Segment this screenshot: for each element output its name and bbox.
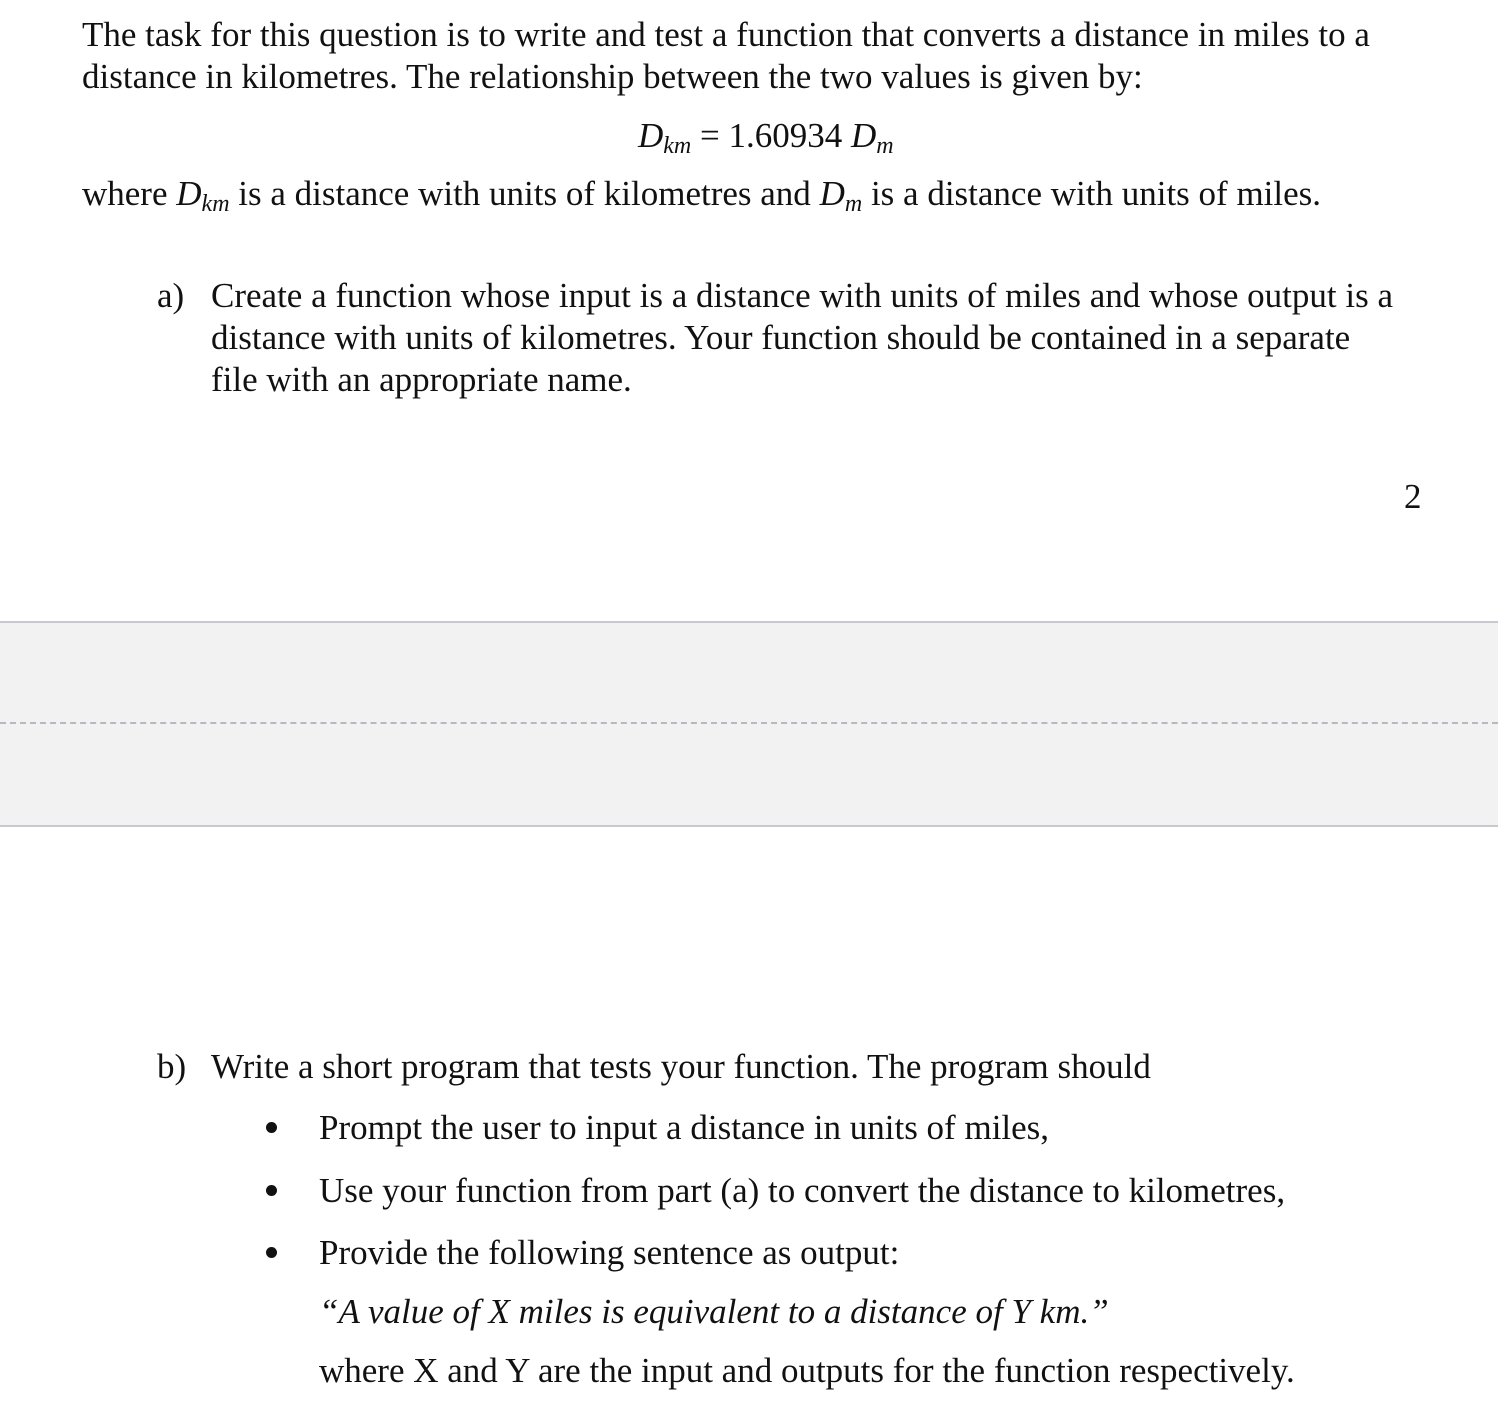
where-var-2: D	[819, 174, 845, 213]
part-b-note: where X and Y are the input and outputs for the function respectively.	[319, 1351, 1295, 1390]
intro-line-2: distance in kilometres. The relationship between the two values is given by:	[82, 57, 1143, 96]
part-a-line-2: distance with units of kilometres. Your function should be contained in a separate	[211, 318, 1351, 357]
part-b-bullet-3: Provide the following sentence as output:	[319, 1233, 900, 1272]
where-text-2: is a distance with units of kilometres and	[229, 174, 820, 213]
where-text-3: is a distance with units of miles.	[862, 174, 1322, 213]
part-b-intro: Write a short program that tests your function. The program should	[211, 1047, 1151, 1086]
answer-area-divider	[0, 722, 1498, 724]
formula-lhs-subscript: km	[663, 133, 692, 159]
formula-lhs-variable: D	[638, 116, 664, 155]
intro-line-1: The task for this question is to write and test a function that converts a distance in miles to a	[82, 15, 1370, 54]
bullet-icon	[266, 1247, 277, 1258]
where-text-1: where	[82, 174, 177, 213]
part-a-text	[211, 275, 1393, 401]
part-b-bullet-2: Use your function from part (a) to convert the distance to kilometres,	[319, 1171, 1286, 1210]
formula-rhs-variable: D	[851, 116, 877, 155]
bullet-icon	[266, 1122, 277, 1133]
answer-area[interactable]	[0, 621, 1498, 827]
where-sub-2: m	[844, 191, 863, 217]
bullet-icon	[266, 1185, 277, 1196]
part-a-line-1: Create a function whose input is a distance with units of miles and whose output is a	[211, 276, 1394, 315]
expected-output-sentence: “A value of X miles is equivalent to a distance of Y km.”	[319, 1292, 1109, 1331]
intro-paragraph	[82, 14, 1370, 98]
part-a-marks: 2	[1404, 477, 1422, 516]
where-var-1: D	[176, 174, 202, 213]
part-b-label: b)	[157, 1047, 187, 1086]
where-sub-1: km	[201, 191, 230, 217]
formula-rhs-subscript: m	[876, 133, 894, 159]
variable-definitions	[82, 173, 1321, 219]
part-b-bullet-1: Prompt the user to input a distance in units of miles,	[319, 1108, 1050, 1147]
part-a-label: a)	[157, 276, 185, 315]
conversion-formula	[638, 116, 894, 159]
formula-equals-factor: = 1.60934	[691, 116, 852, 155]
part-a-line-3: file with an appropriate name.	[211, 360, 632, 399]
